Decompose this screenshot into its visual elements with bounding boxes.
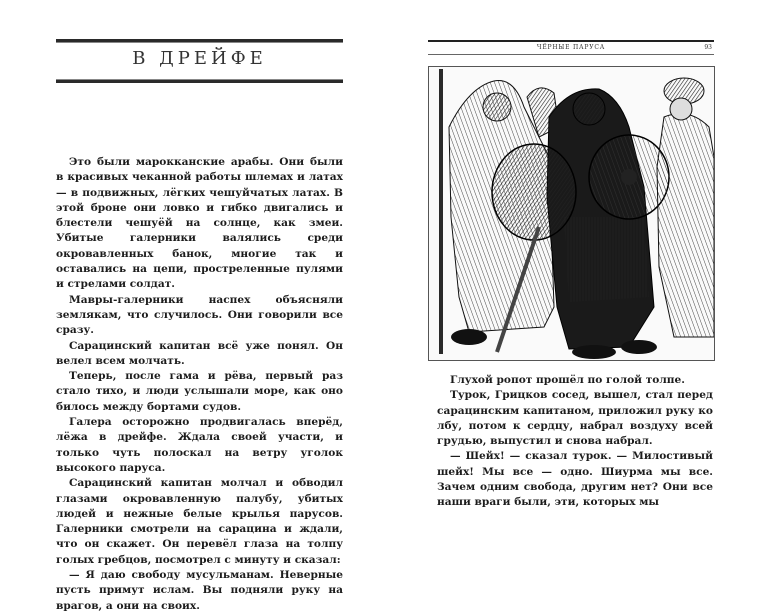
running-rule-bottom [428, 54, 714, 55]
page-number: 93 [704, 44, 712, 51]
paragraph: Галера осторожно продвигалась вперёд, лёжа в дрейфе. Ждала своей участи, и только чуть полоскал на ветру уголок высокого паруса. [56, 416, 343, 474]
figure-center-coat [564, 217, 649, 302]
figure-center-head [573, 93, 605, 125]
left-page-body [56, 155, 343, 614]
running-title: ЧЁРНЫЕ ПАРУСА [536, 44, 606, 51]
running-rule-top [428, 40, 714, 42]
running-header [428, 40, 714, 52]
right-page-body [437, 373, 713, 511]
figure-right-body [657, 114, 714, 337]
spear [439, 69, 443, 354]
paragraph: — Я даю свободу мусульманам. Неверные пусть примут ислам. Вы подняли руку на врагов, а они на своих. [56, 569, 343, 612]
paragraph: Мавры-галерники наспех объясняли землякам, что случилось. Они говорили все сразу. [56, 293, 343, 337]
warriors-illustration [428, 66, 715, 361]
heading-rule-bottom [56, 79, 343, 83]
paragraph: Это были марокканские арабы. Они были в красивых чеканной работы шлемах и латах — в подвижных, лёгких чешуйчатых латах. В этой броне они ловко и гибко двигались и блестели чешуёй на солнце, как змеи. Убитые галерники валялись среди окровавленных банок, многие так и оставались на цепи, простреленные пулями и стрелами солдат. [56, 156, 343, 291]
chapter-title: В ДРЕЙФЕ [132, 48, 267, 69]
heading-rule-top [56, 39, 343, 43]
illustration-drawing [429, 67, 714, 360]
paragraph: Сарацинский капитан всё уже понял. Он велел всем молчать. [56, 339, 343, 367]
paragraph: Глухой ропот прошёл по голой толпе. [450, 374, 685, 386]
paragraph: — Шейх! — сказал турок. — Милостивый шейх! Мы все — одно. Шиурма мы все. Зачем одним свобода, другим нет? Они все наши враги были, эти, которых мы [437, 450, 713, 509]
chapter-heading [56, 39, 343, 83]
left-page [0, 0, 385, 612]
paragraph: Теперь, после гама и рёва, первый раз стало тихо, и люди услышали море, как оно билось между бортами судов. [56, 370, 343, 413]
figure-left-head [483, 93, 511, 121]
paragraph: Сарацинский капитан молчал и обводил глазами окровавленную палубу, убитых людей и нежные белые крылья парусов. Галерники смотрели на сарацина и ждали, что он скажет. Он перевёл глаза на толпу голых гребцов, посмотрел с минуту и сказал: [56, 477, 343, 566]
paragraph: Турок, Грицков сосед, вышел, стал перед сарацинским капитаном, приложил руку ко лбу, потом к сердцу, набрал воздуху всей грудью, выпустил и снова набрал. [437, 389, 713, 448]
figure-right-head [670, 98, 692, 120]
shield-left [492, 144, 576, 240]
